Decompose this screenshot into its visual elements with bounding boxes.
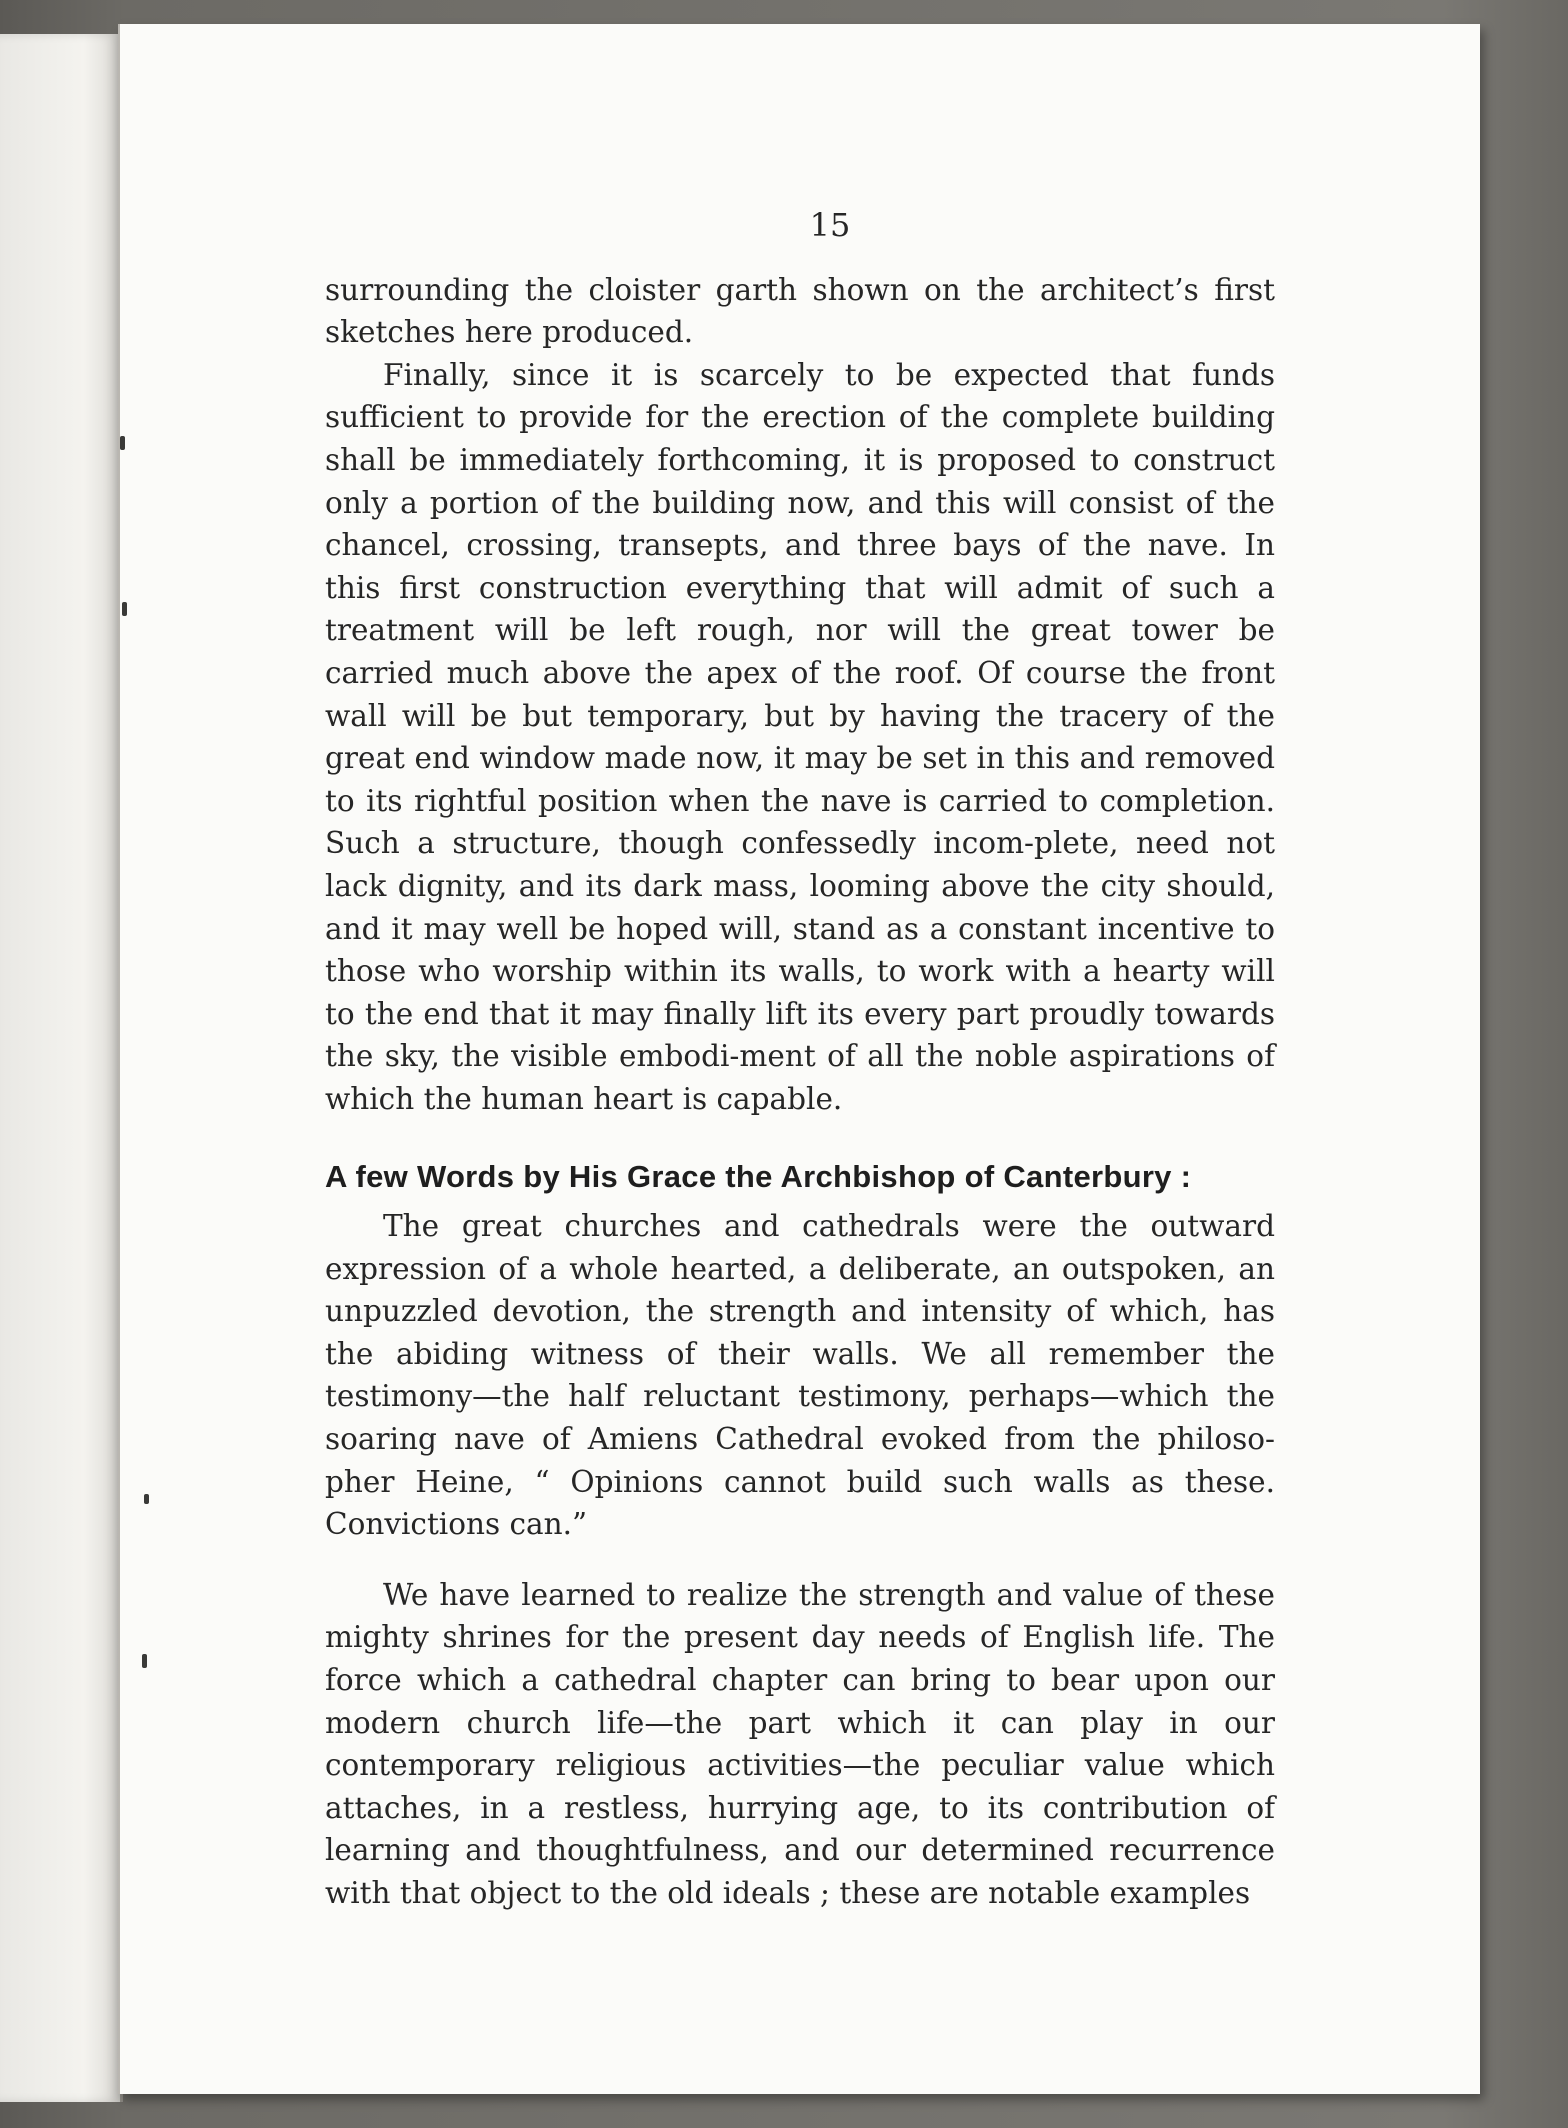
facing-page-edge	[0, 34, 123, 2102]
binding-mark	[144, 1494, 149, 1504]
book-page	[118, 24, 1480, 2094]
page-text	[325, 204, 1275, 1915]
binding-mark	[122, 602, 127, 616]
binding-mark	[142, 1654, 147, 1668]
paragraph: Finally, since it is scarcely to be expected that funds sufficient to provide for the erection of the complete building shall be immediately forthcoming, it is proposed to construct only a portion of the building now, and this will consist of the chancel, crossing, transepts, and three bays of the nave. In this first construction everything that will admit of such a treatment will be left rough, nor will the great tower be carried much above the apex of the roof. Of course the front wall will be but temporary, but by having the tracery of the great end window made now, it may be set in this and removed to its rightful position when the nave is carried to completion. Such a structure, though confessedly incom-plete, need not lack dignity, and its dark mass, looming above the city should, and it may well be hoped will, stand as a constant incentive to those who worship within its walls, to work with a hearty will to the end that it may finally lift its every part proudly towards the sky, the visible embodi-ment of all the noble aspirations of which the human heart is capable.	[325, 357, 1275, 1116]
paragraph: We have learned to realize the strength and value of these mighty shrines for the present day needs of English life. The force which a cathedral chapter can bring to bear upon our modern church life—the part which it can play in our contemporary religious activities—the peculiar value which attaches, in a restless, hurrying age, to its contribution of learning and thoughtfulness, and our determined recurrence with that object to the old ideals ; these are notable examples	[325, 1577, 1275, 1910]
paragraph: surrounding the cloister garth shown on the architect’s first sketches here produced.	[325, 272, 1275, 350]
section-heading: A few Words by His Grace the Archbishop of Canterbury :	[325, 1159, 1192, 1195]
page-number: 15	[809, 206, 851, 244]
paragraph: The great churches and cathedrals were the outward expression of a whole hearted, a deliberate, an outspoken, an unpuzzled devotion, the strength and intensity of which, has the abiding witness of their walls. We all remember the testimony—the half reluctant testimony, perhaps—which the soaring nave of Amiens Cathedral evoked from the philoso-pher Heine, “ Opinions cannot build such walls as these. Convictions can.”	[325, 1209, 1275, 1542]
binding-mark	[120, 436, 125, 450]
